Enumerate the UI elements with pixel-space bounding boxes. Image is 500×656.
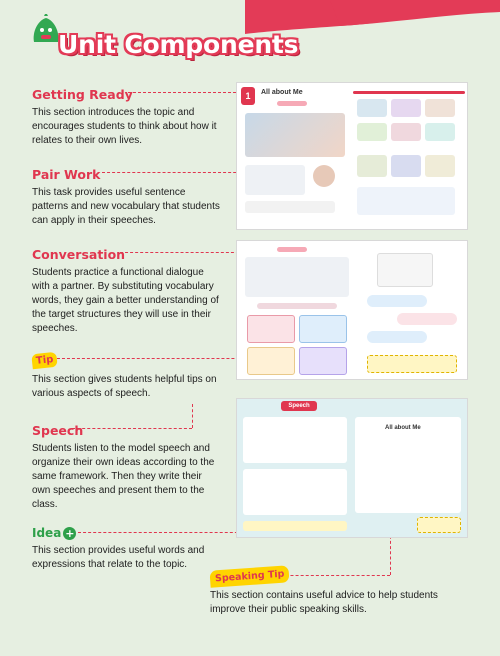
thumbnail-grid-4	[357, 123, 387, 141]
thumbnail-bubble-2	[397, 313, 457, 325]
thumbnail-page-conversation	[236, 240, 468, 380]
section-body-pair-work: This task provides useful sentence patterns and new vocabulary that students can apply in their speeches.	[32, 187, 220, 226]
thumbnail-bubble-1	[367, 295, 427, 307]
thumbnail-card-2	[299, 315, 347, 343]
thumbnail-tag	[277, 101, 307, 106]
section-pair-work	[32, 166, 222, 228]
section-body-speech: Students listen to the model speech and organize their own ideas according to the same framework. Then they write their own speeches and present them to the class.	[32, 443, 215, 510]
section-conversation	[32, 246, 222, 336]
thumbnail-red-header	[353, 91, 465, 94]
thumbnail-grid-2	[391, 99, 421, 117]
thumbnail-footer-box	[245, 201, 335, 213]
thumbnail-idea-strip	[243, 521, 347, 531]
section-speech	[32, 422, 222, 512]
speaking-tip-badge: Speaking Tip	[210, 565, 290, 588]
thumbnail-bubble-3	[367, 331, 427, 343]
thumbnail-chip-row	[257, 303, 337, 309]
thumbnail-grid-3	[425, 99, 455, 117]
thumbnail-grid-7	[357, 155, 387, 177]
thumbnail-speech-box-2	[243, 469, 347, 515]
thumbnail-writing-sheet	[355, 417, 461, 513]
thumbnail-avatar	[313, 165, 335, 187]
section-title-getting-ready: Getting Ready	[32, 87, 133, 102]
section-body-tip: This section gives students helpful tips on various aspects of speech.	[32, 374, 217, 399]
sheet-title: All about Me	[385, 425, 421, 431]
thumbnail-grid-6	[425, 123, 455, 141]
thumbnail-speaking-tip-box	[417, 517, 461, 533]
speech-banner: Speech	[281, 401, 317, 411]
thumbnail-title: All about Me	[261, 89, 303, 96]
thumbnail-card-4	[299, 347, 347, 375]
section-body-idea: This section provides useful words and expressions that relate to the topic.	[32, 545, 205, 570]
section-title-conversation: Conversation	[32, 247, 126, 262]
section-body-speaking-tip: This section contains useful advice to help students improve their public speaking skills.	[210, 590, 438, 615]
section-getting-ready	[32, 86, 222, 148]
page-title: Unit Components	[58, 30, 299, 59]
thumbnail-id-card	[377, 253, 433, 287]
thumbnail-dialogue	[245, 257, 349, 297]
thumbnail-page-speech	[236, 398, 468, 538]
thumbnail-conv-tag	[277, 247, 307, 252]
thumbnail-bottom-boxes	[357, 187, 455, 215]
unit-badge: 1	[241, 87, 255, 105]
section-body-getting-ready: This section introduces the topic and encourages students to think about how it relates to their own lives.	[32, 107, 217, 146]
section-speaking-tip	[210, 566, 460, 617]
tip-badge: Tip	[31, 352, 58, 370]
plus-icon: +	[65, 526, 75, 540]
thumbnail-tip-box	[367, 355, 457, 373]
section-title-pair-work: Pair Work	[32, 167, 101, 182]
idea-label: Idea	[32, 526, 62, 540]
idea-badge	[32, 526, 76, 540]
thumbnail-speech-box-1	[243, 417, 347, 463]
thumbnail-grid-8	[391, 155, 421, 177]
section-idea	[32, 524, 222, 572]
section-tip	[32, 350, 222, 401]
section-title-speech: Speech	[32, 423, 84, 438]
thumbnail-card-1	[247, 315, 295, 343]
section-body-conversation: Students practice a functional dialogue with a partner. By substituting vocabulary words, they gain a better understanding of the target structures they will use in their speeches.	[32, 267, 219, 334]
thumbnail-grid-1	[357, 99, 387, 117]
thumbnail-page-getting-ready	[236, 82, 468, 230]
thumbnail-card-3	[247, 347, 295, 375]
thumbnail-grid-9	[425, 155, 455, 177]
thumbnail-text-block	[245, 165, 305, 195]
thumbnail-photo	[245, 113, 345, 157]
thumbnail-grid-5	[391, 123, 421, 141]
